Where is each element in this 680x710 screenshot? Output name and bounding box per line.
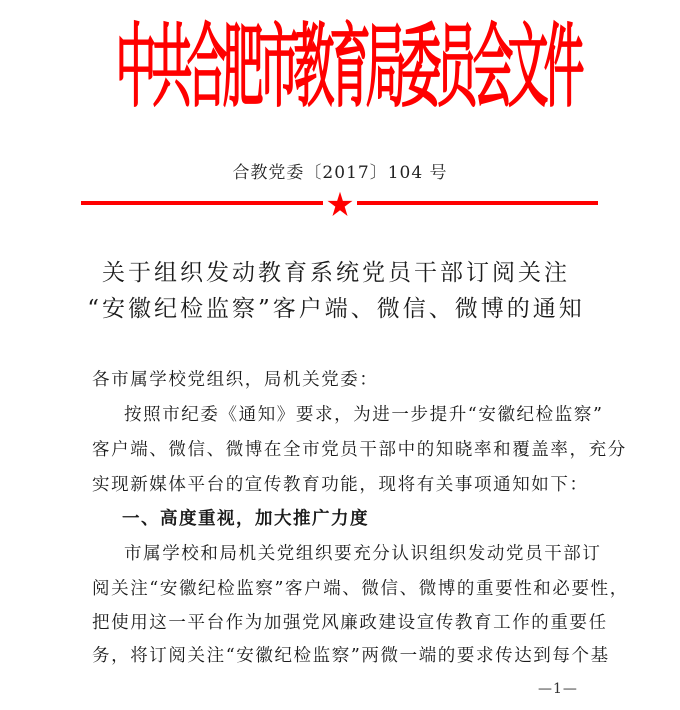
paragraph-line: 市属学校和局机关党组织要充分认识组织发动党员干部订 [124, 544, 602, 564]
masthead-char: 文 [507, 15, 549, 121]
masthead-char: 合 [187, 15, 228, 121]
document-title-line-1: 关于组织发动教育系统党员干部订阅关注 [102, 260, 570, 286]
masthead-char: 共 [151, 15, 192, 121]
red-rule-left [81, 201, 323, 205]
paragraph-line: 按照市纪委《通知》要求，为进一步提升“安徽纪检监察” [124, 405, 604, 425]
paragraph-line: 务，将订阅关注“安徽纪检监察”两微一端的要求传达到每个基 [92, 646, 610, 666]
red-star-icon [327, 191, 353, 217]
masthead-char: 肥 [222, 15, 264, 121]
page-number: —1— [538, 681, 578, 697]
section-heading: 一、高度重视，加大推广力度 [122, 509, 369, 529]
paragraph-line: 实现新媒体平台的宣传教育功能，现将有关事项通知如下： [92, 475, 589, 495]
document-title-line-2: “安徽纪检监察”客户端、微信、微博的通知 [87, 296, 585, 322]
masthead-char: 委 [400, 15, 442, 121]
salutation: 各市属学校党组织，局机关党委： [92, 370, 379, 390]
paragraph-line: 阅关注“安徽纪检监察”客户端、微信、微博的重要性和必要性， [92, 579, 629, 599]
paragraph-line: 把使用这一平台作为加强党风廉政建设宣传教育工作的重要任 [92, 613, 608, 633]
masthead-char: 育 [329, 15, 371, 121]
masthead-char: 市 [258, 15, 299, 121]
masthead-char: 中 [115, 15, 157, 121]
masthead-char: 教 [294, 15, 335, 121]
document-number: 合教党委〔2017〕104 号 [232, 163, 448, 183]
paragraph-line: 客户端、微信、微博在全市党员干部中的知晓率和覆盖率，充分 [92, 440, 627, 460]
red-masthead [112, 15, 585, 121]
masthead-char: 局 [365, 15, 406, 121]
red-rule-right [357, 201, 598, 205]
masthead-char: 员 [436, 15, 478, 121]
masthead-char: 件 [543, 15, 585, 121]
masthead-char: 会 [472, 15, 513, 121]
